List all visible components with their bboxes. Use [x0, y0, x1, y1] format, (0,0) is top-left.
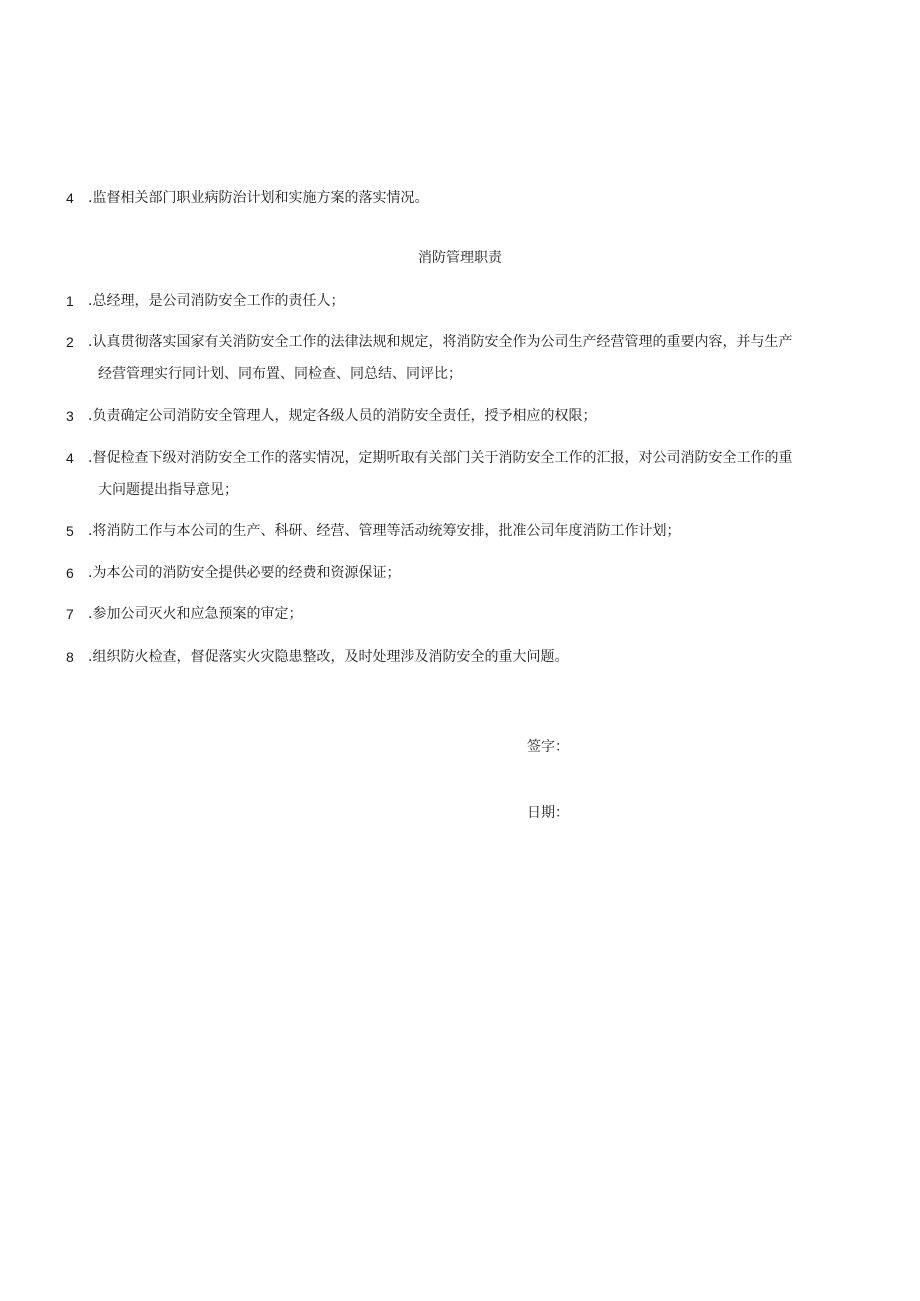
item-text: .组织防火检查，督促落实火灾隐患整改，及时处理涉及消防安全的重大问题。 — [88, 649, 569, 665]
list-item — [66, 602, 866, 626]
list-item — [66, 561, 866, 585]
item-text: .参加公司灭火和应急预案的审定； — [88, 606, 303, 622]
item-number: 3 — [66, 408, 74, 424]
list-item — [66, 404, 866, 428]
item-number: 8 — [66, 649, 74, 665]
item-text: .负责确定公司消防安全管理人，规定各级人员的消防安全责任，授予相应的权限； — [88, 408, 597, 424]
item-text: .监督相关部门职业病防治计划和实施方案的落实情况。 — [88, 190, 429, 206]
date-label: 日期： — [527, 805, 569, 821]
item-number: 7 — [66, 606, 74, 622]
item-text: .认真贯彻落实国家有关消防安全工作的法律法规和规定，将消防安全作为公司生产经营管理的重要内容，并与生产 — [88, 334, 793, 350]
item-text: .总经理，是公司消防安全工作的责任人； — [88, 293, 345, 309]
item-text-continuation: 经营管理实行同计划、同布置、同检查、同总结、同评比； — [98, 366, 462, 382]
list-item — [66, 645, 866, 669]
item-text: .将消防工作与本公司的生产、科研、经营、管理等活动统筹安排，批准公司年度消防工作计划； — [88, 523, 681, 539]
item-number: 4 — [66, 450, 74, 466]
item-number: 4 — [66, 190, 74, 206]
list-item — [66, 289, 866, 313]
item-text-continuation: 大问题提出指导意见； — [98, 482, 238, 498]
item-number: 5 — [66, 523, 74, 539]
pre-list-item — [66, 186, 866, 210]
section-title: 消防管理职责 — [418, 250, 502, 266]
list-item — [66, 330, 866, 386]
list-item — [66, 519, 866, 543]
item-number: 1 — [66, 293, 74, 309]
item-text: .为本公司的消防安全提供必要的经费和资源保证； — [88, 565, 401, 581]
signature-label: 签字： — [527, 739, 569, 755]
item-text: .督促检查下级对消防安全工作的落实情况，定期听取有关部门关于消防安全工作的汇报，对公司消防安全工作的重 — [88, 450, 793, 466]
item-number: 6 — [66, 565, 74, 581]
list-item — [66, 446, 866, 502]
item-number: 2 — [66, 334, 74, 350]
